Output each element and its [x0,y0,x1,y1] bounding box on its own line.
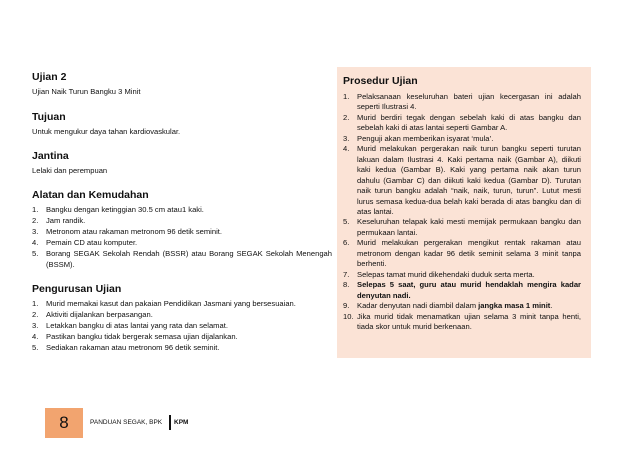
alatan-heading: Alatan dan Kemudahan [32,189,149,201]
jantina-heading: Jantina [32,150,69,162]
tujuan-heading: Tujuan [32,111,66,123]
list-item: 9. Kadar denyutan nadi diambil dalam jangka masa 1 minit. [343,301,553,311]
page-number: 8 [45,408,83,438]
test-title: Ujian 2 [32,71,67,83]
test-subtitle: Ujian Naik Turun Bangku 3 Minit [32,87,141,96]
list-item: 4. Pastikan bangku tidak bergerak semasa ujian dijalankan. [32,332,238,342]
list-item: 1. Pelaksanaan keseluruhan bateri ujian kecergasan ini adalah seperti Ilustrasi 4. [343,92,581,112]
pengurusan-heading: Pengurusan Ujian [32,283,122,296]
left-column [32,71,332,354]
list-item: 2. Aktiviti dijalankan berpasangan. [32,310,153,320]
footer-divider [169,415,171,430]
list-item: 6. Murid melakukan pergerakan mengikut rentak rakaman atau metronom dengan kadar 96 detik seminit selama 3 minit tanpa berhenti. [343,238,581,269]
page-footer [45,408,245,438]
list-item: 3. Metronom atau rakaman metronom 96 detik seminit. [32,226,222,236]
footer-text: PANDUAN SEGAK, BPK [90,419,163,426]
prosedur-heading: Prosedur Ujian [343,75,418,87]
list-item: 3. Letakkan bangku di atas lantai yang rata dan selamat. [32,321,228,331]
pengurusan-list [32,299,332,354]
list-item: 5. Borang SEGAK Sekolah Rendah (BSSR) atau Borang SEGAK Sekolah Menengah (BSSM). [32,248,332,269]
prosedur-list [343,92,581,332]
list-item: 7. Selepas tamat murid dikehendaki duduk serta merta. [343,269,535,279]
list-item: 4. Murid melakukan pergerakan naik turun bangku seperti turutan lakuan dalam Ilustrasi 4. Kaki pertama naik (Gambar A), diikuti kaki kedua (Gambar B). Kaki yang pertama naik akan turun dahulu (Gambar C) dan diikuti kaki kedua (Gambar D). Turutan naik turun bangku adalah “naik, naik, turun, turun”. Lutut mesti lurus semasa kedua-dua belah kaki berada di atas bangku dan di atas lantai. [343,144,581,216]
list-item: 8. Selepas 5 saat, guru atau murid hendaklah mengira kadar denyutan nadi. [343,280,581,300]
list-item: 5. Sediakan rakaman atau metronom 96 detik seminit. [32,343,220,353]
tujuan-text: Untuk mengukur daya tahan kardiovaskular. [32,127,181,136]
list-item: 3. Penguji akan memberikan isyarat ‘mula’. [343,133,494,143]
list-item: 2. Murid berdiri tegak dengan sebelah kaki di atas bangku dan sebelah kaki di atas lantai seperti Gambar A. [343,112,581,133]
list-item: 10. Jika murid tidak menamatkan ujian selama 3 minit tanpa henti, tiada skor untuk murid berkenaan. [343,311,581,331]
footer-brand: KPM [174,419,189,426]
prosedur-box [337,67,591,358]
alatan-list [32,205,332,270]
list-item: 4. Pemain CD atau komputer. [32,237,138,247]
list-item: 2. Jam randik. [32,215,86,225]
list-item: 1. Murid memakai kasut dan pakaian Pendidikan Jasmani yang bersesuaian. [32,299,296,309]
list-item: 1. Bangku dengan ketinggian 30.5 cm atau1 kaki. [32,205,204,214]
jantina-text: Lelaki dan perempuan [32,166,108,175]
list-item: 5. Keseluruhan telapak kaki mesti memijak permukaan bangku dan permukaan lantai. [343,217,581,237]
